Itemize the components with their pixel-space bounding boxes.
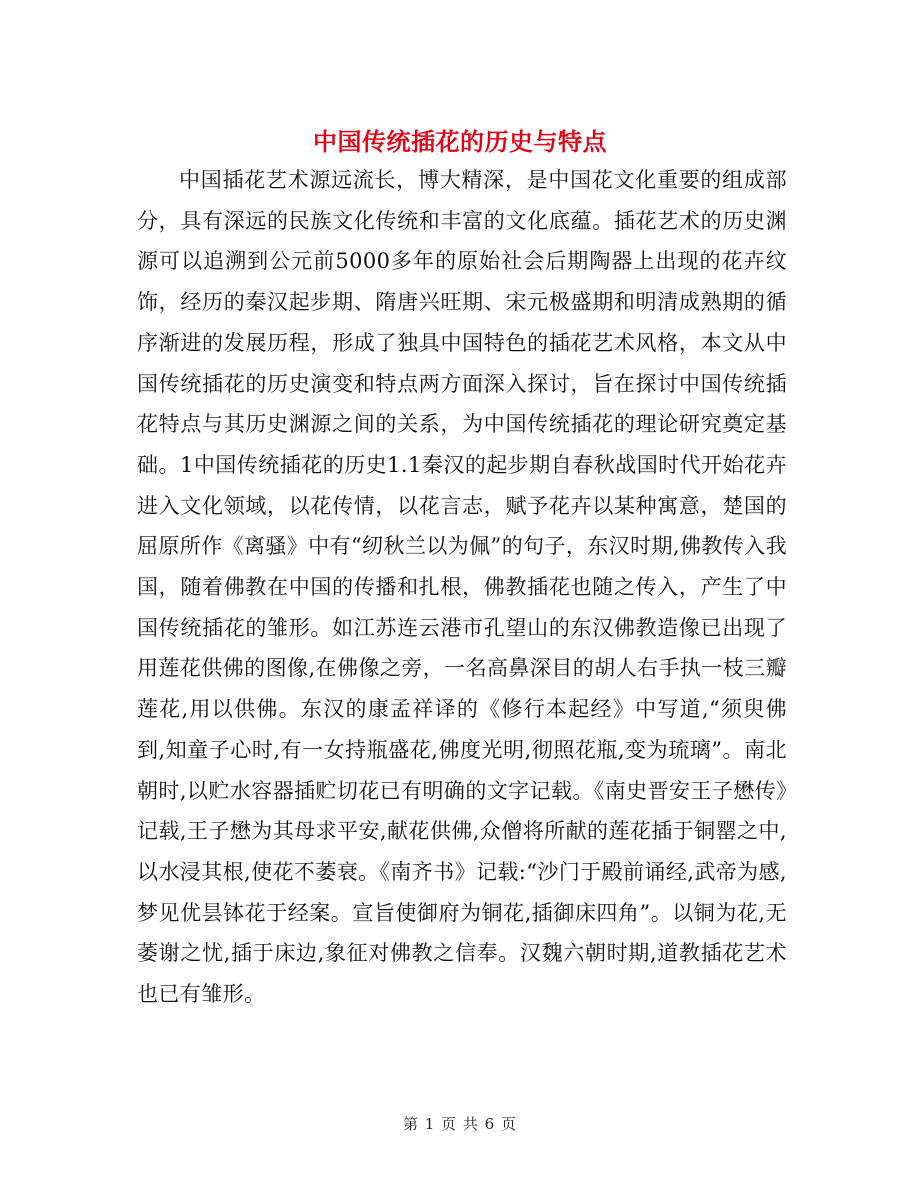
page-number-footer: 第 1 页 共 6 页 xyxy=(403,1115,517,1133)
body-paragraph: 中国插花艺术源远流长，博大精深，是中国花文化重要的组成部分，具有深远的民族文化传统和丰富的文化底蕴。插花艺术的历史渊源可以追溯到公元前5000多年的原始社会后期陶器上出现的花卉纹饰，经历的秦汉起步期、隋唐兴旺期、宋元极盛期和明清成熟期的循序渐进的发展历程，形成了独具中国特色的插花艺术风格，本文从中国传统插花的历史演变和特点两方面深入探讨，旨在探讨中国传统插花特点与其历史渊源之间的关系，为中国传统插花的理论研究奠定基础。1中国传统插花的历史1.1秦汉的起步期自春秋战国时代开始花卉进入文化领域，以花传情，以花言志，赋予花卉以某种寓意，楚国的屈原所作《离骚》中有“纫秋兰以为佩”的句子，东汉时期,佛教传入我国，随着佛教在中国的传播和扎根，佛教插花也随之传入，产生了中国传统插花的雏形。如江苏连云港市孔望山的东汉佛教造像已出现了用莲花供佛的图像,在佛像之旁，一名高鼻深目的胡人右手执一枝三瓣莲花,用以供佛。东汉的康孟祥译的《修行本起经》中写道,“须臾佛到,知童子心时,有一女持瓶盛花,佛度光明,彻照花瓶,变为琉璃”。南北朝时,以贮水容器插贮切花已有明确的文字记载。《南史晋安王子懋传》记载,王子懋为其母求平安,献花供佛,众僧将所献的莲花插于铜罂之中,以水浸其根,使花不萎衰。《南齐书》记载:“沙门于殿前诵经,武帝为感,梦见优昙钵花于经案。宣旨使御府为铜花,插御床四角”。以铜为花,无萎谢之忧,插于床边,象征对佛教之信奉。汉魏六朝时期,道教插花艺术也已有雏形。 xyxy=(137,168,787,1007)
page-title: 中国传统插花的历史与特点 xyxy=(313,127,607,157)
